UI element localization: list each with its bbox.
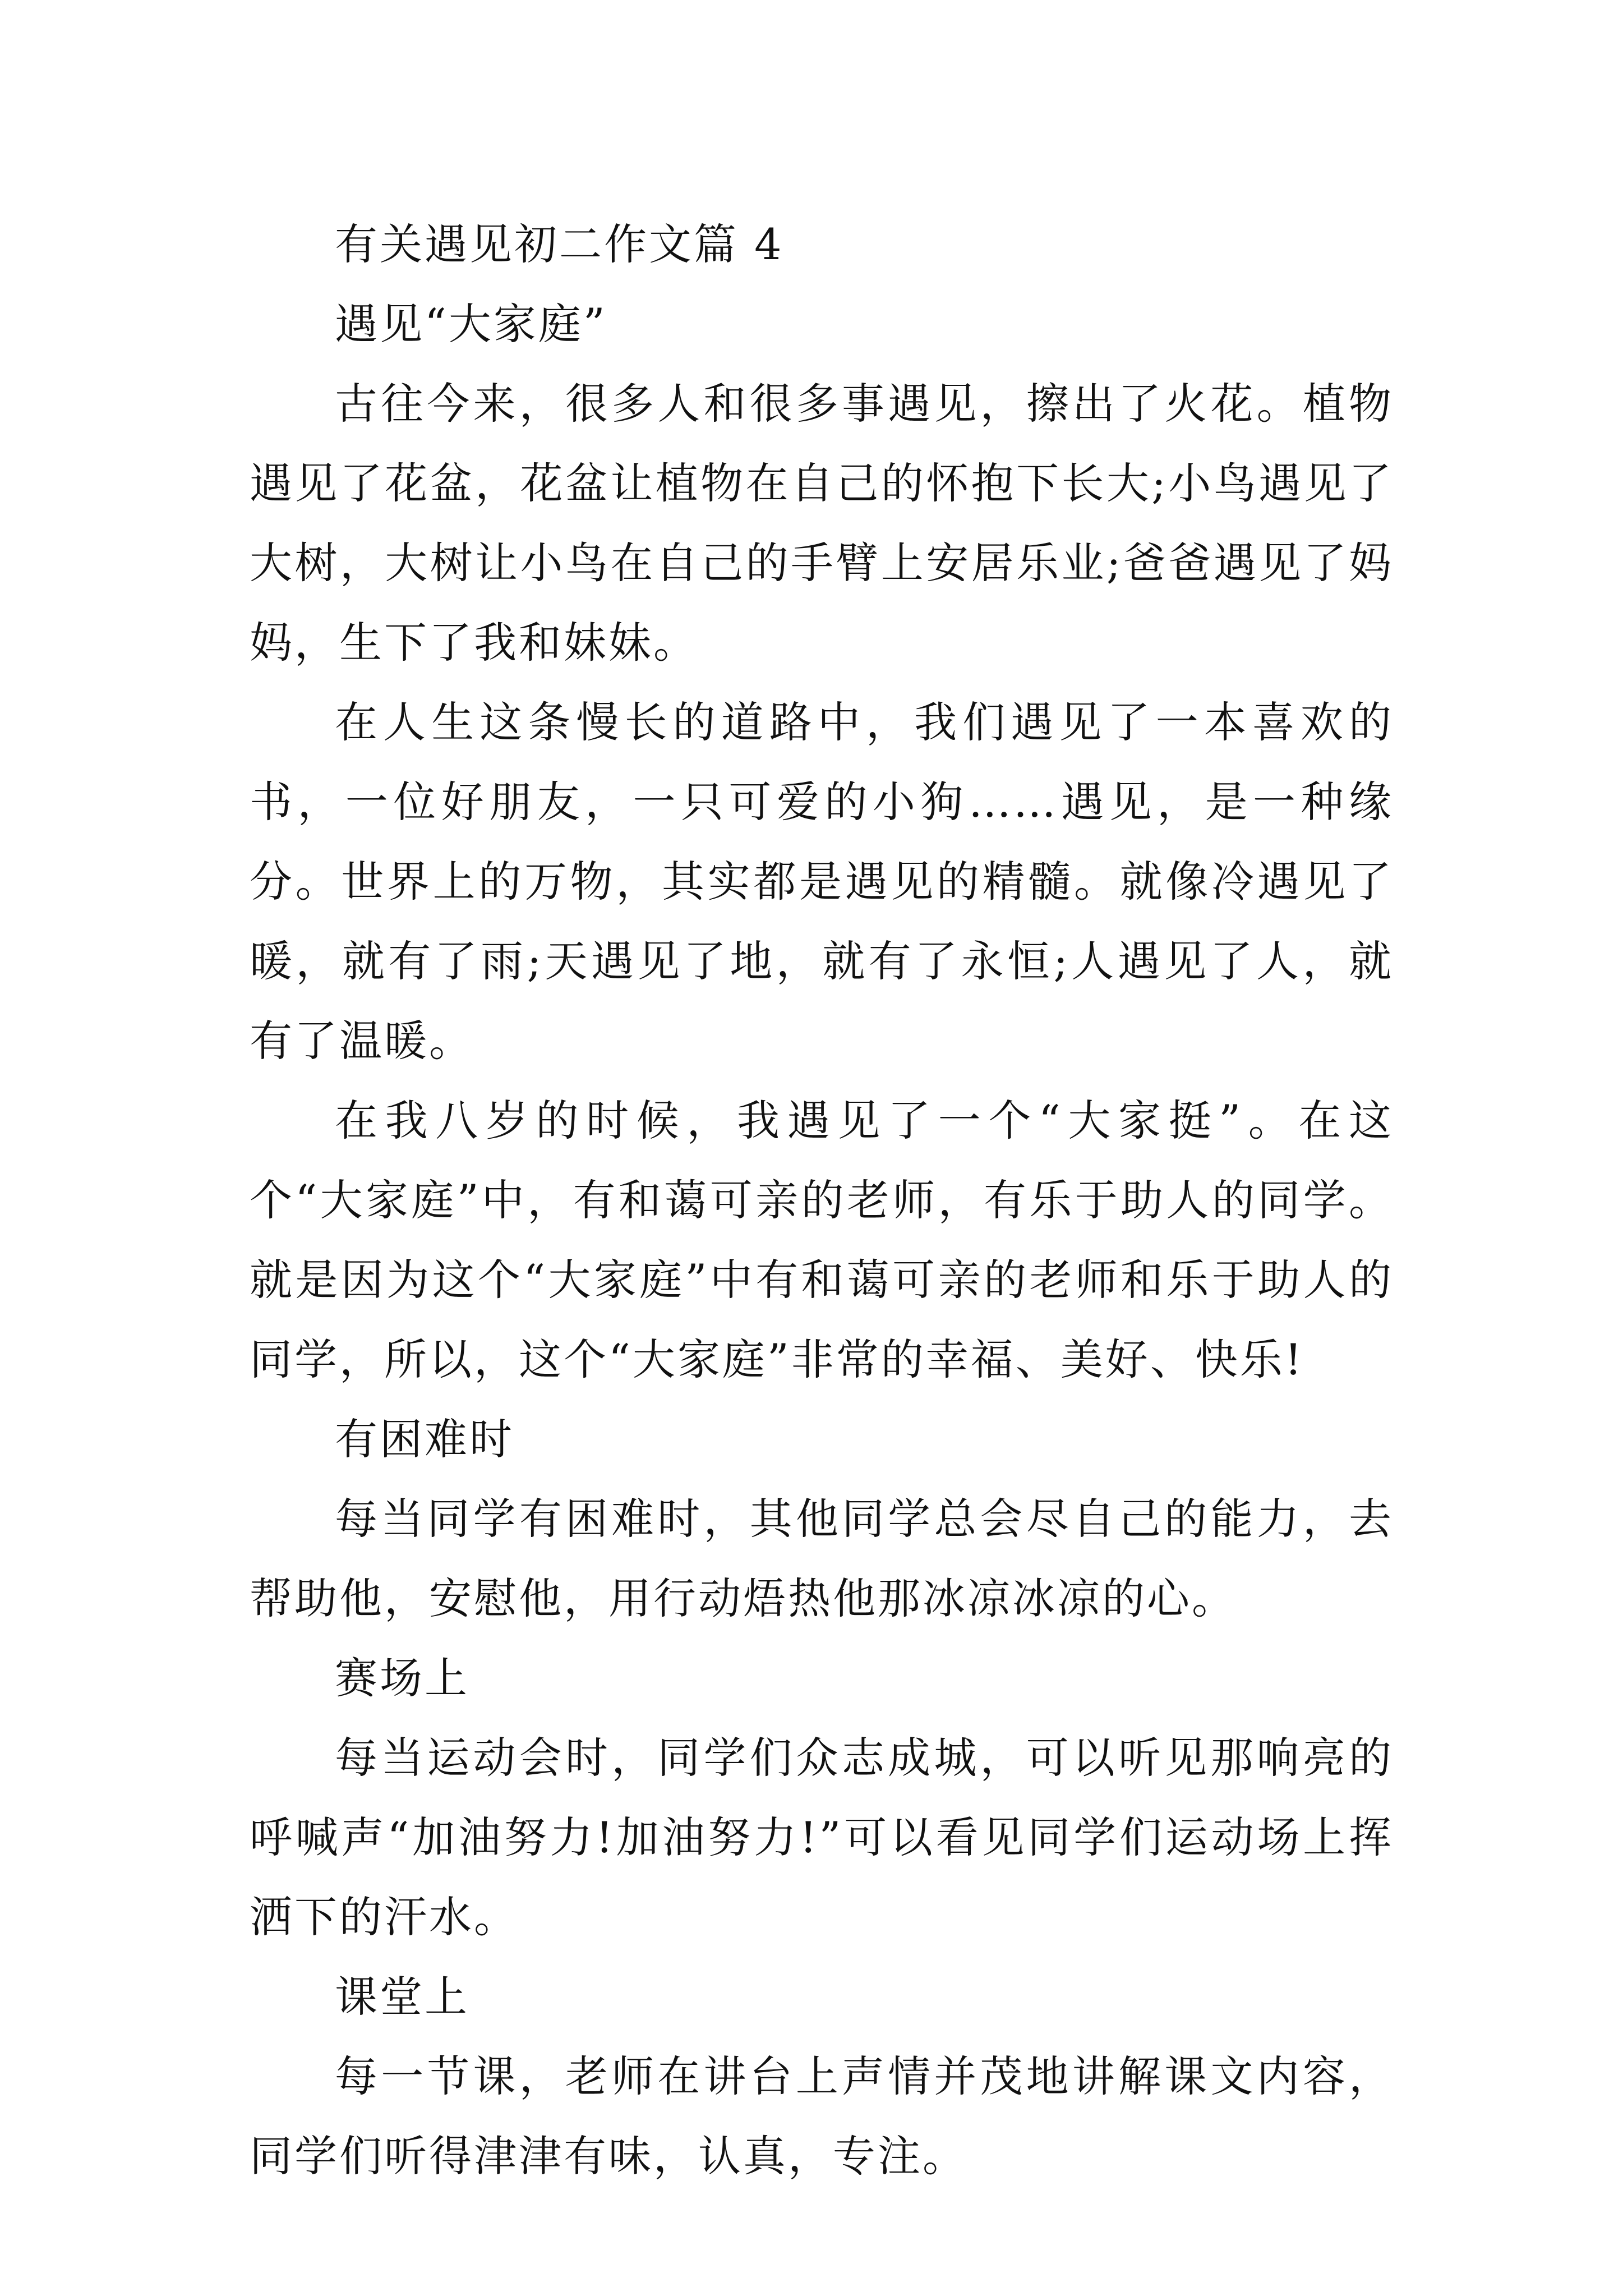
paragraph-1: 古往今来，很多人和很多事遇见，擦出了火花。植物遇见了花盆，花盆让植物在自己的怀抱下长大;小鸟遇见了大树，大树让小鸟在自己的手臂上安居乐业;爸爸遇见了妈妈，生下了我和妹妹。 — [250, 379, 1394, 668]
document-title: 有关遇见初二作文篇 4 — [335, 219, 784, 269]
section-text-difficulty: 每当同学有困难时，其他同学总会尽自己的能力，去帮助他，安慰他，用行动焐热他那冰凉冰凉的心。 — [250, 1494, 1394, 1623]
document-body — [250, 205, 1394, 2196]
section-text-sports: 每当运动会时，同学们众志成城，可以听见那响亮的呼喊声“加油努力!加油努力!”可以看见同学们运动场上挥洒下的汗水。 — [250, 1733, 1394, 1942]
paragraph-2: 在人生这条慢长的道路中，我们遇见了一本喜欢的书，一位好朋友，一只可爱的小狗……遇见，是一种缘分。世界上的万物，其实都是遇见的精髓。就像冷遇见了暖，就有了雨;天遇见了地，就有了永恒;人遇见了人，就有了温暖。 — [250, 697, 1394, 1066]
section-heading-classroom: 课堂上 — [335, 1972, 469, 2022]
section-heading-difficulty: 有困难时 — [335, 1414, 514, 1464]
section-heading-sports: 赛场上 — [335, 1653, 469, 1703]
document-subtitle: 遇见“大家庭” — [335, 299, 607, 349]
section-text-classroom: 每一节课，老师在讲台上声情并茂地讲解课文内容，同学们听得津津有味，认真，专注。 — [250, 2051, 1394, 2181]
paragraph-3: 在我八岁的时候，我遇见了一个“大家挺”。在这个“大家庭”中，有和蔼可亲的老师，有乐于助人的同学。就是因为这个“大家庭”中有和蔼可亲的老师和乐于助人的同学，所以，这个“大家庭”非常的幸福、美好、快乐! — [250, 1096, 1394, 1384]
